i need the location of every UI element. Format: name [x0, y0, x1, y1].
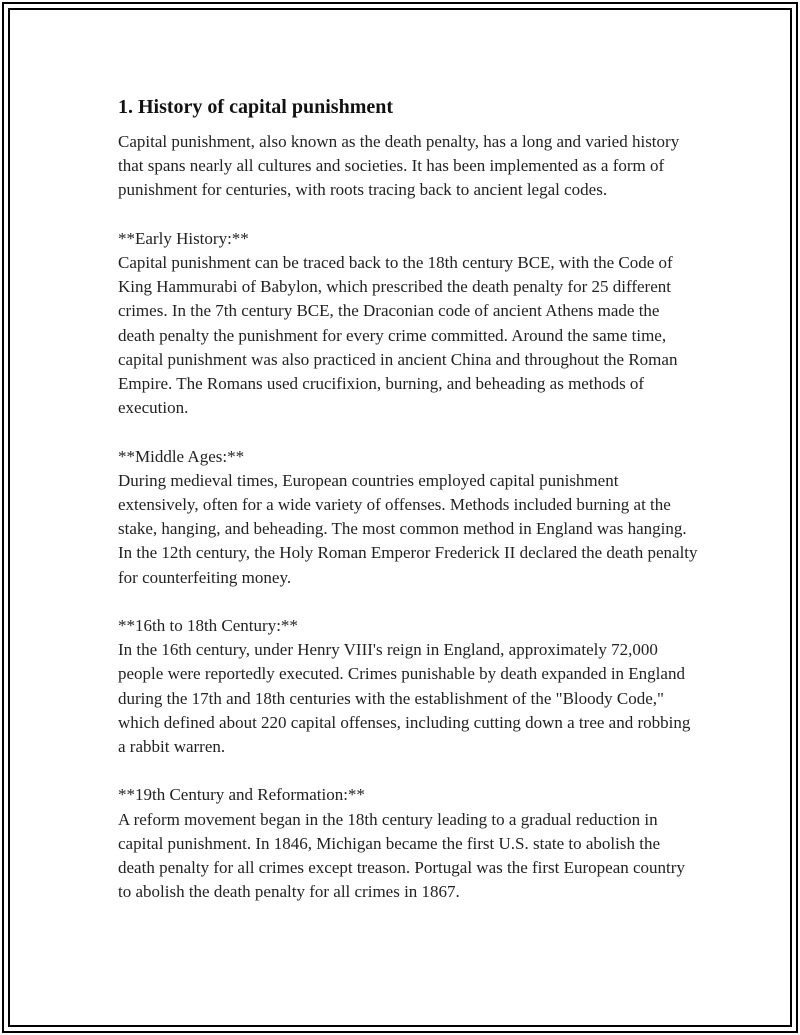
- document-body: [118, 94, 698, 929]
- section-heading: **19th Century and Reformation:**: [118, 785, 365, 805]
- section-heading: **Early History:**: [118, 228, 249, 248]
- section-heading: **Middle Ages:**: [118, 446, 245, 466]
- section-16th-18th-century: [118, 614, 698, 759]
- section-body: During medieval times, European countries employed capital punishment extensively, often for a wide variety of offenses. Methods included burning at the stake, hanging, and beheading. The most common method in England was hanging. In the 12th century, the Holy Roman Emperor Frederick II declared the death penalty for counterfeiting money.: [118, 470, 698, 587]
- section-body: Capital punishment can be traced back to the 18th century BCE, with the Code of King Hammurabi of Babylon, which prescribed the death penalty for 25 different crimes. In the 7th century BCE, the Draconian code of ancient Athens made the death penalty the punishment for every crime committed. Around the same time, capital punishment was also practiced in ancient China and throughout the Roman Empire. The Romans used crucifixion, burning, and beheading as methods of execution.: [118, 253, 678, 418]
- document-title: 1. History of capital punishment: [118, 96, 394, 118]
- section-body: A reform movement began in the 18th century leading to a gradual reduction in capital punishment. In 1846, Michigan became the first U.S. state to abolish the death penalty for all crimes except treason. Portugal was the first European country to abolish the death penalty for all crimes in 1867.: [118, 809, 685, 902]
- section-middle-ages: [118, 445, 698, 590]
- section-early-history: [118, 227, 698, 421]
- section-heading: **16th to 18th Century:**: [118, 616, 298, 636]
- section-19th-century-reformation: [118, 783, 698, 904]
- intro-paragraph: Capital punishment, also known as the death penalty, has a long and varied history that spans nearly all cultures and societies. It has been implemented as a form of punishment for centuries, with roots tracing back to ancient legal codes.: [118, 132, 680, 200]
- section-body: In the 16th century, under Henry VIII's reign in England, approximately 72,000 people were reportedly executed. Crimes punishable by death expanded in England during the 17th and 18th centuries with the establishment of the "Bloody Code," which defined about 220 capital offenses, including cutting down a tree and robbing a rabbit warren.: [118, 640, 691, 757]
